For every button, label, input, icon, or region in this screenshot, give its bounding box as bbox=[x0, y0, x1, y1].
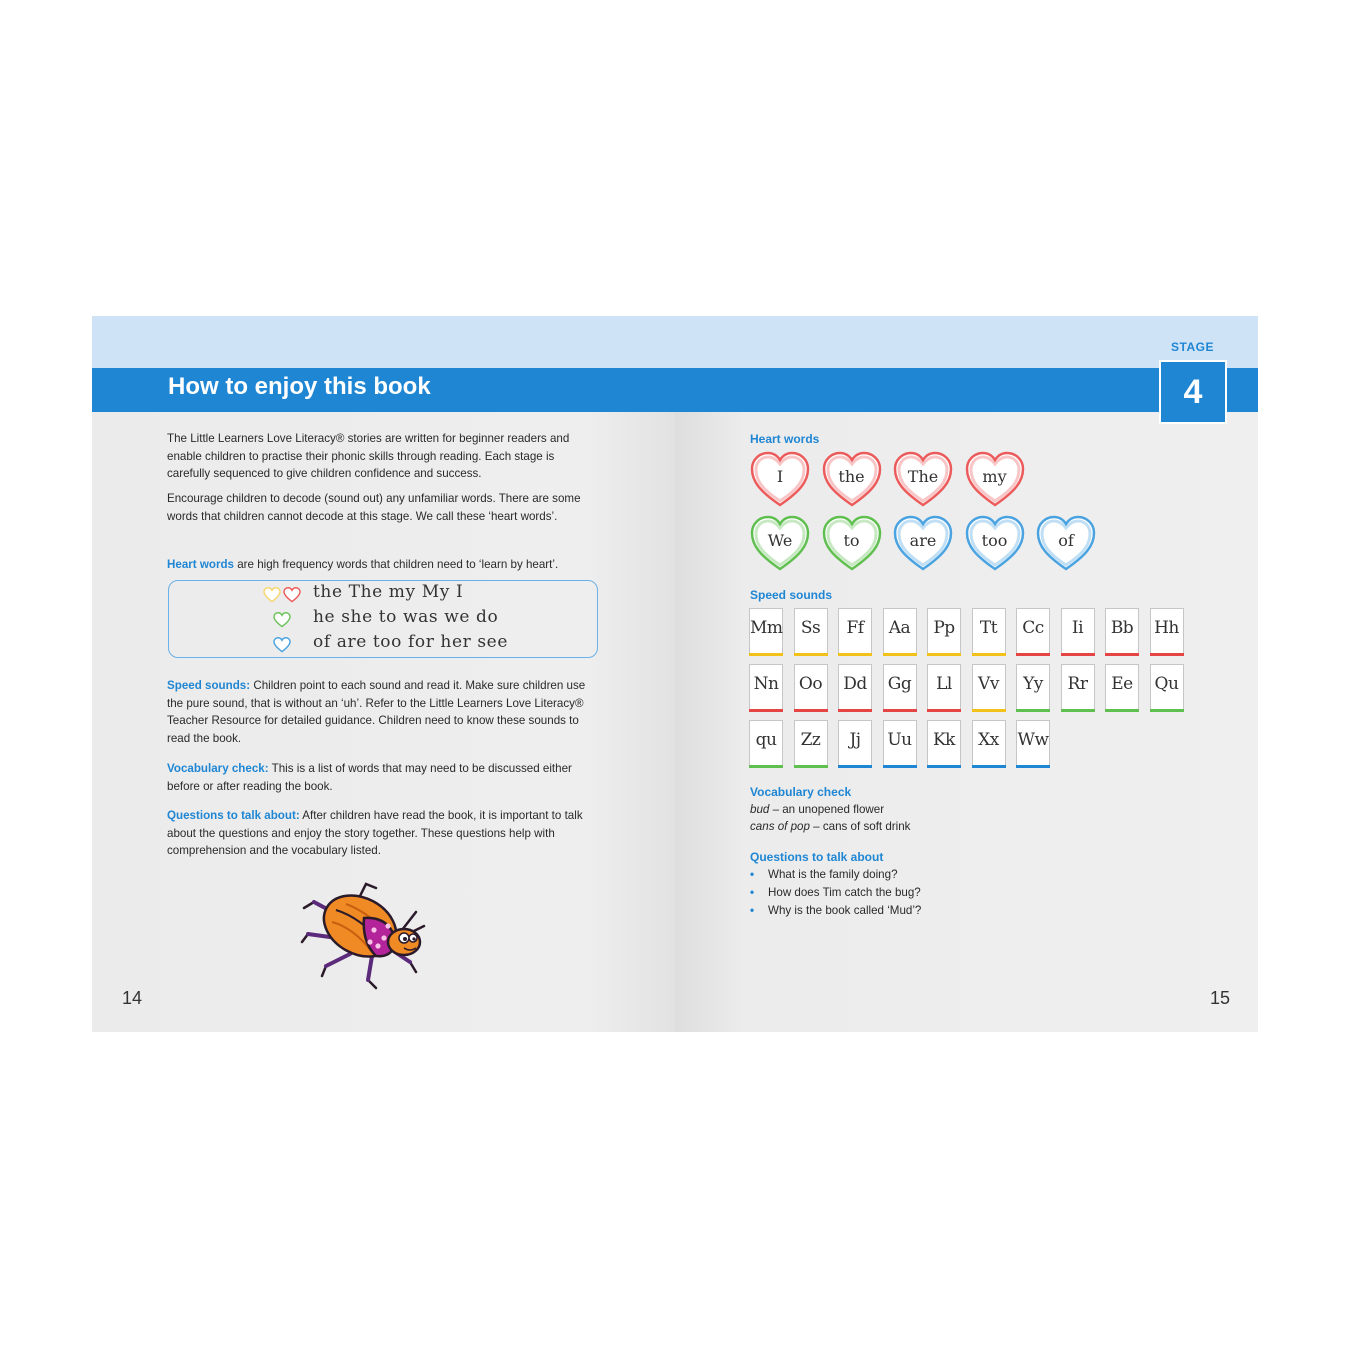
speed-sound-color-bar bbox=[1016, 765, 1050, 768]
speed-sound-color-bar bbox=[838, 653, 872, 656]
speed-sound-card bbox=[794, 608, 828, 654]
stage-label: STAGE bbox=[1171, 340, 1214, 354]
heart-word-text: too bbox=[981, 531, 1008, 550]
speed-sound-color-bar bbox=[1061, 709, 1095, 712]
speed-sound-color-bar bbox=[1150, 653, 1184, 656]
speed-sound-text: Jj bbox=[849, 730, 861, 750]
speed-sound-text: Rr bbox=[1067, 674, 1088, 694]
right-page bbox=[675, 316, 1258, 1032]
heart-word bbox=[892, 450, 954, 508]
heart-word-text: We bbox=[767, 531, 793, 550]
speed-sound-card bbox=[838, 608, 872, 654]
speed-sound-card bbox=[794, 664, 828, 710]
speed-sound-color-bar bbox=[927, 765, 961, 768]
speed-sound-card bbox=[749, 608, 783, 654]
speed-sound-color-bar bbox=[794, 765, 828, 768]
speed-sound-card bbox=[883, 720, 917, 766]
heart-word bbox=[749, 514, 811, 572]
speed-sound-color-bar bbox=[883, 765, 917, 768]
heart-word bbox=[749, 450, 811, 508]
speed-sound-card bbox=[749, 720, 783, 766]
speed-sound-text: Yy bbox=[1023, 674, 1043, 694]
speed-sound-color-bar bbox=[794, 709, 828, 712]
speed-sound-card bbox=[972, 664, 1006, 710]
page-number: 14 bbox=[122, 988, 143, 1008]
heart-word-text: the bbox=[838, 467, 865, 486]
speed-sound-card bbox=[883, 664, 917, 710]
speed-sound-color-bar bbox=[1016, 709, 1050, 712]
speed-sound-card bbox=[1150, 664, 1184, 710]
speed-sound-color-bar bbox=[972, 765, 1006, 768]
speed-sound-color-bar bbox=[927, 709, 961, 712]
questions-list bbox=[750, 866, 921, 920]
heart-word-text: of bbox=[1058, 531, 1074, 550]
speed-sound-card bbox=[972, 608, 1006, 654]
speed-sound-text: Gg bbox=[887, 674, 912, 694]
speed-sound-color-bar bbox=[794, 653, 828, 656]
speed-sound-card bbox=[1061, 608, 1095, 654]
vocab-term: bud bbox=[750, 803, 770, 816]
speed-sound-card bbox=[838, 720, 872, 766]
speed-sound-color-bar bbox=[749, 765, 783, 768]
stage-number-box bbox=[1159, 360, 1227, 424]
speed-sound-text: Uu bbox=[887, 730, 912, 750]
speed-sound-color-bar bbox=[883, 709, 917, 712]
speed-sound-card bbox=[749, 664, 783, 710]
speed-sound-card bbox=[794, 720, 828, 766]
heart-word-text: are bbox=[909, 531, 937, 550]
vocab-label: Vocabulary check bbox=[750, 785, 852, 799]
speed-sound-text: Hh bbox=[1154, 618, 1179, 638]
stage-number: 4 bbox=[1183, 373, 1203, 411]
speed-sound-text: Oo bbox=[798, 674, 823, 694]
speed-sound-card bbox=[1105, 608, 1139, 654]
heart-word-group-1-text: the The my My I bbox=[313, 582, 464, 602]
speed-sound-text: qu bbox=[755, 730, 777, 750]
speed-sound-color-bar bbox=[1016, 653, 1050, 656]
speed-sound-text: Tt bbox=[979, 618, 998, 638]
questions-label: Questions to talk about bbox=[750, 850, 884, 864]
speed-sound-text: Zz bbox=[800, 730, 821, 750]
question-item: • Why is the book called ‘Mud’? bbox=[750, 902, 921, 920]
speed-sound-color-bar bbox=[883, 653, 917, 656]
heart-word bbox=[892, 514, 954, 572]
speed-sound-card bbox=[883, 608, 917, 654]
intro-paragraph-2: Encourage children to decode (sound out) any unfamiliar words. There are some words that children cannot decode at this stage. We call these ‘heart words’. bbox=[167, 492, 581, 523]
speed-sound-text: Mm bbox=[750, 618, 783, 638]
speed-sound-color-bar bbox=[1150, 709, 1184, 712]
speed-sound-card bbox=[1016, 608, 1050, 654]
heart-word bbox=[821, 514, 883, 572]
speed-sound-color-bar bbox=[972, 653, 1006, 656]
heart-word-group-2-text: he she to was we do bbox=[313, 607, 499, 627]
vocab-note-text: This is a list of words that may need to be discussed either before or after reading the book. bbox=[167, 762, 572, 793]
speed-sound-text: Ss bbox=[800, 618, 821, 638]
page-number: 15 bbox=[1210, 988, 1231, 1008]
speed-sound-card bbox=[1016, 720, 1050, 766]
speed-sound-text: Ll bbox=[936, 674, 952, 694]
heart-word bbox=[1035, 514, 1097, 572]
speed-sound-card bbox=[972, 720, 1006, 766]
heart-icon bbox=[263, 587, 281, 603]
vocab-definition: – an unopened flower bbox=[769, 803, 885, 816]
vocab-item bbox=[750, 801, 884, 818]
heart-word-group-3-text: of are too for her see bbox=[313, 632, 509, 652]
speed-sound-text: Vv bbox=[978, 674, 999, 694]
vocab-note-label: Vocabulary check: bbox=[167, 762, 269, 775]
speed-sound-text: Bb bbox=[1110, 618, 1134, 638]
speed-sound-text: Ww bbox=[1017, 730, 1049, 750]
speed-sound-card bbox=[1016, 664, 1050, 710]
heart-words-note bbox=[167, 556, 592, 574]
speed-sound-text: Xx bbox=[978, 730, 999, 750]
question-item: • How does Tim catch the bug? bbox=[750, 884, 921, 902]
speed-sound-card bbox=[927, 608, 961, 654]
page-title: How to enjoy this book bbox=[168, 373, 431, 400]
heart-words-note-label: Heart words bbox=[167, 558, 235, 571]
speed-sound-color-bar bbox=[749, 709, 783, 712]
speed-sound-color-bar bbox=[1061, 653, 1095, 656]
vocab-definition: – cans of soft drink bbox=[809, 820, 911, 833]
heart-icon bbox=[283, 587, 301, 603]
vocab-term: cans of pop bbox=[750, 820, 810, 833]
speed-sound-color-bar bbox=[927, 653, 961, 656]
speed-sound-text: Aa bbox=[888, 618, 911, 638]
heart-icon bbox=[273, 637, 291, 653]
intro-paragraph-1: The Little Learners Love Literacy® stories are written for beginner readers and enable children to practise their phonic skills through reading. Each stage is carefully sequenced to give children confidence and success. bbox=[167, 432, 570, 480]
speed-sound-color-bar bbox=[838, 765, 872, 768]
questions-note-label: Questions to talk about: bbox=[167, 809, 300, 822]
speed-sound-card bbox=[927, 664, 961, 710]
heart-word-text: I bbox=[776, 467, 784, 486]
speed-sound-text: Kk bbox=[932, 730, 955, 750]
speed-sound-text: Cc bbox=[1022, 618, 1044, 638]
vocab-note bbox=[167, 760, 592, 795]
speed-sound-card bbox=[1061, 664, 1095, 710]
header-band-light bbox=[92, 316, 675, 368]
speed-sound-color-bar bbox=[838, 709, 872, 712]
heart-icons-1 bbox=[263, 587, 301, 603]
heart-words-note-text: are high frequency words that children need to ‘learn by heart’. bbox=[234, 558, 559, 571]
heart-word bbox=[964, 450, 1026, 508]
speed-sound-text: Ee bbox=[1111, 674, 1133, 694]
speed-sounds-note bbox=[167, 677, 592, 747]
speed-sound-text: Dd bbox=[843, 674, 867, 694]
speed-sound-color-bar bbox=[1105, 653, 1139, 656]
heart-icons-3 bbox=[273, 637, 291, 653]
left-page bbox=[92, 316, 675, 1032]
heart-word-text: to bbox=[843, 531, 860, 550]
speed-sounds-note-text: Children point to each sound and read it. Make sure children use the pure sound, that is without an ‘uh’. Refer to the Little Learners Love Literacy® Teacher Resource for detailed guidance. Children need to know these sounds to read the book. bbox=[167, 679, 586, 745]
speed-sound-color-bar bbox=[1105, 709, 1139, 712]
heart-word bbox=[964, 514, 1026, 572]
heart-word-text: my bbox=[982, 467, 1007, 486]
vocab-item bbox=[750, 818, 910, 835]
heart-word bbox=[821, 450, 883, 508]
speed-sound-card bbox=[927, 720, 961, 766]
speed-sound-text: Ff bbox=[846, 618, 864, 638]
speed-sound-card bbox=[1150, 608, 1184, 654]
heart-word-text: The bbox=[907, 467, 939, 486]
question-item: • What is the family doing? bbox=[750, 866, 921, 884]
speed-sound-text: Qu bbox=[1154, 674, 1179, 694]
heart-words-box bbox=[168, 580, 598, 658]
speed-sounds-note-label: Speed sounds: bbox=[167, 679, 251, 692]
questions-note-text: After children have read the book, it is important to talk about the questions and enjoy the story together. These questions help with comprehension and the vocabulary listed. bbox=[167, 809, 583, 857]
open-book bbox=[92, 316, 1258, 1032]
heart-words-label: Heart words bbox=[750, 432, 820, 446]
speed-sound-color-bar bbox=[749, 653, 783, 656]
heart-icon bbox=[273, 612, 291, 628]
speed-sound-card bbox=[838, 664, 872, 710]
beetle-illustration bbox=[292, 876, 442, 992]
speed-sounds-label: Speed sounds bbox=[750, 588, 833, 602]
questions-note bbox=[167, 807, 592, 860]
speed-sound-card bbox=[1105, 664, 1139, 710]
speed-sound-color-bar bbox=[972, 709, 1006, 712]
speed-sound-text: Nn bbox=[753, 674, 779, 694]
speed-sound-text: Ii bbox=[1071, 618, 1084, 638]
speed-sound-text: Pp bbox=[933, 618, 955, 638]
heart-icons-2 bbox=[273, 612, 291, 628]
